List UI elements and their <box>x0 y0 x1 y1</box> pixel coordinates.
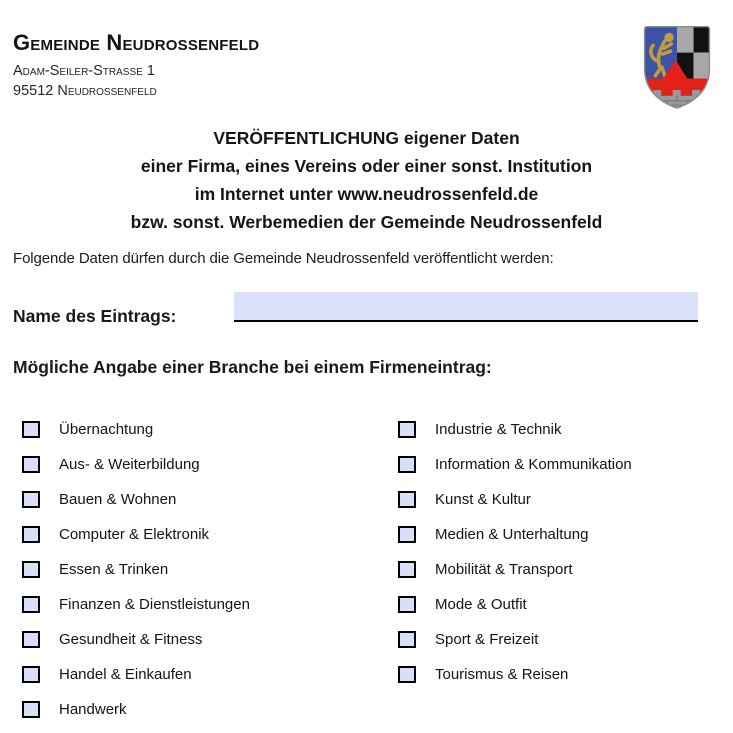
checkbox-tourismus-reisen[interactable] <box>398 666 416 683</box>
branch-label: Industrie & Technik <box>435 421 562 438</box>
checkbox-kunst-kultur[interactable] <box>398 491 416 508</box>
branch-row <box>22 482 362 517</box>
checkbox-sport-freizeit[interactable] <box>398 631 416 648</box>
branch-row <box>398 517 718 552</box>
branch-row <box>398 552 718 587</box>
checkbox-übernachtung[interactable] <box>22 421 40 438</box>
branch-section-heading: Mögliche Angabe einer Branche bei einem Firmeneintrag: <box>13 357 492 377</box>
branch-label: Gesundheit & Fitness <box>59 631 203 648</box>
checkbox-medien-unterhaltung[interactable] <box>398 526 416 543</box>
checkbox-handel-einkaufen[interactable] <box>22 666 40 683</box>
title-line-4: bzw. sonst. Werbemedien der Gemeinde Neudrossenfeld <box>130 212 603 232</box>
org-address-city: 95512 Neudrossenfeld <box>13 83 157 99</box>
branch-label: Medien & Unterhaltung <box>435 526 589 543</box>
branch-label: Übernachtung <box>59 421 154 438</box>
branch-label: Essen & Trinken <box>59 561 169 578</box>
checkbox-essen-trinken[interactable] <box>22 561 40 578</box>
checkbox-handwerk[interactable] <box>22 701 40 718</box>
branch-label: Computer & Elektronik <box>59 526 210 543</box>
branch-row <box>398 657 718 692</box>
checkbox-bauen-wohnen[interactable] <box>22 491 40 508</box>
checkbox-mode-outfit[interactable] <box>398 596 416 613</box>
checkbox-mobilität-transport[interactable] <box>398 561 416 578</box>
branch-label: Finanzen & Dienstleistungen <box>59 596 250 613</box>
org-address-street: Adam-Seiler-Straße 1 <box>13 63 155 79</box>
branch-label: Mode & Outfit <box>435 596 527 613</box>
branch-row <box>22 587 362 622</box>
checkbox-computer-elektronik[interactable] <box>22 526 40 543</box>
branch-row <box>398 412 718 447</box>
branch-label: Sport & Freizeit <box>435 631 539 648</box>
title-line-3: im Internet unter www.neudrossenfeld.de <box>194 184 539 204</box>
intro-text: Folgende Daten dürfen durch die Gemeinde Neudrossenfeld veröffentlicht werden: <box>13 250 554 267</box>
branch-label: Tourismus & Reisen <box>435 666 569 683</box>
branch-label: Handwerk <box>59 701 127 718</box>
branch-row <box>398 447 718 482</box>
branch-row <box>22 412 362 447</box>
branch-row <box>22 657 362 692</box>
checkbox-information-kommunikation[interactable] <box>398 456 416 473</box>
branch-row <box>22 517 362 552</box>
branch-row <box>398 622 718 657</box>
branch-row <box>22 552 362 587</box>
document-title <box>0 124 733 236</box>
org-address <box>13 61 259 101</box>
checkbox-gesundheit-fitness[interactable] <box>22 631 40 648</box>
coat-of-arms-icon <box>641 22 713 112</box>
branch-row <box>22 447 362 482</box>
branch-label: Handel & Einkaufen <box>59 666 192 683</box>
branch-row <box>22 622 362 657</box>
title-line-2: einer Firma, eines Vereins oder einer sonst. Institution <box>140 156 593 176</box>
branch-label: Information & Kommunikation <box>435 456 632 473</box>
org-name: Gemeinde Neudrossenfeld <box>13 30 260 55</box>
branch-row <box>398 587 718 622</box>
letterhead <box>13 30 259 101</box>
title-line-1: VERÖFFENTLICHUNG eigener Daten <box>213 128 520 148</box>
checkbox-industrie-technik[interactable] <box>398 421 416 438</box>
branch-column-left <box>22 412 362 727</box>
checkbox-aus-weiterbildung[interactable] <box>22 456 40 473</box>
branch-row <box>398 482 718 517</box>
branch-column-right <box>398 412 718 692</box>
name-des-eintrags-input[interactable] <box>234 292 698 322</box>
branch-label: Bauen & Wohnen <box>59 491 177 508</box>
name-field-label: Name des Eintrags: <box>13 306 177 326</box>
branch-label: Mobilität & Transport <box>435 561 573 578</box>
branch-row <box>22 692 362 727</box>
branch-label: Aus- & Weiterbildung <box>59 456 200 473</box>
checkbox-finanzen-dienstleistungen[interactable] <box>22 596 40 613</box>
branch-label: Kunst & Kultur <box>435 491 531 508</box>
